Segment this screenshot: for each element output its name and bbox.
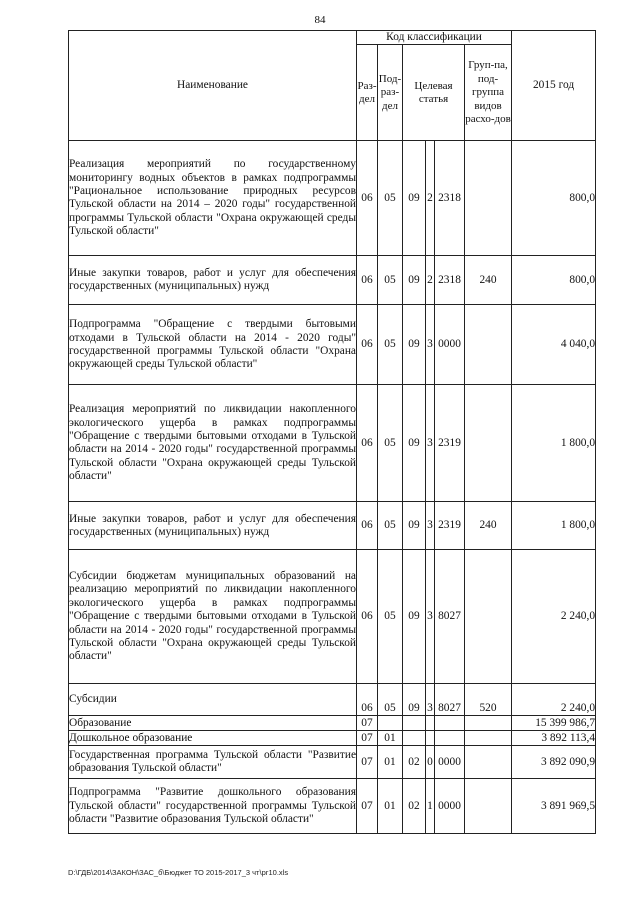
row-razdel: 06 <box>357 305 378 385</box>
row-cs-program: 09 <box>403 141 426 256</box>
row-sum: 2 240,0 <box>512 684 596 716</box>
row-cs-direction: 0000 <box>435 779 465 834</box>
row-name: Государственная программа Тульской области "Развитие образования Тульской области" <box>69 746 357 779</box>
year-column-header: 2015 год <box>512 31 596 141</box>
row-razdel: 07 <box>357 779 378 834</box>
row-cs-direction: 8027 <box>435 684 465 716</box>
row-expense-type <box>465 779 512 834</box>
row-sum: 15 399 986,7 <box>512 716 596 731</box>
row-cs-program: 09 <box>403 684 426 716</box>
row-razdel: 06 <box>357 385 378 502</box>
row-cs-program: 09 <box>403 502 426 550</box>
row-podrazdel: 05 <box>378 550 403 684</box>
row-sum: 3 891 969,5 <box>512 779 596 834</box>
row-podrazdel: 05 <box>378 684 403 716</box>
row-name: Подпрограмма "Обращение с твердыми бытовыми отходами в Тульской области на 2014 - 2020 годы" государственной программы Тульской области "Охрана окружающей среды Тульской области" <box>69 305 357 385</box>
table-row <box>69 684 596 716</box>
budget-table <box>68 30 596 834</box>
row-expense-type <box>465 716 512 731</box>
row-sum: 3 892 090,9 <box>512 746 596 779</box>
row-podrazdel <box>378 716 403 731</box>
row-cs-subprogram: 0 <box>426 746 435 779</box>
table-row <box>69 550 596 684</box>
row-sum: 2 240,0 <box>512 550 596 684</box>
table-row <box>69 779 596 834</box>
row-cs-direction: 2319 <box>435 502 465 550</box>
row-cs-program: 09 <box>403 385 426 502</box>
row-name: Реализация мероприятий по государственному мониторингу водных объектов в рамках подпрограммы "Рациональное использование природных ресурсов Тульской области на 2014 – 2020 годы" государственной программы Тульской области "Охрана окружающей среды Тульской области" <box>69 141 357 256</box>
row-cs-subprogram <box>426 731 435 746</box>
row-name: Дошкольное образование <box>69 731 357 746</box>
row-cs-subprogram <box>426 716 435 731</box>
table-header <box>69 31 596 141</box>
subsection-header: Под-раз-дел <box>378 45 403 141</box>
row-razdel: 06 <box>357 550 378 684</box>
row-expense-type: 240 <box>465 256 512 305</box>
page-number: 84 <box>314 14 326 26</box>
row-razdel: 06 <box>357 684 378 716</box>
row-cs-direction <box>435 716 465 731</box>
row-cs-program <box>403 716 426 731</box>
row-name: Подпрограмма "Развитие дошкольного образования Тульской области" государственной программы Тульской области "Развитие образования Тульской области" <box>69 779 357 834</box>
row-cs-program: 02 <box>403 779 426 834</box>
row-cs-direction: 0000 <box>435 305 465 385</box>
row-sum: 800,0 <box>512 256 596 305</box>
row-expense-type <box>465 305 512 385</box>
row-razdel: 07 <box>357 731 378 746</box>
row-cs-direction: 2318 <box>435 256 465 305</box>
row-podrazdel: 05 <box>378 305 403 385</box>
target-article-header: Целевая статья <box>403 45 465 141</box>
row-cs-program: 09 <box>403 305 426 385</box>
row-name: Субсидии <box>69 684 357 716</box>
name-column-header: Наименование <box>69 31 357 141</box>
row-razdel: 06 <box>357 502 378 550</box>
row-expense-type <box>465 746 512 779</box>
table-body <box>69 141 596 834</box>
row-cs-direction: 2319 <box>435 385 465 502</box>
expense-group-header: Груп-па, под-группа видов расхо-дов <box>465 45 512 141</box>
row-cs-program: 09 <box>403 256 426 305</box>
section-header: Раз-дел <box>357 45 378 141</box>
row-cs-program: 09 <box>403 550 426 684</box>
row-cs-program <box>403 731 426 746</box>
row-podrazdel: 05 <box>378 256 403 305</box>
row-podrazdel: 01 <box>378 779 403 834</box>
row-cs-subprogram: 1 <box>426 779 435 834</box>
row-expense-type <box>465 385 512 502</box>
row-name: Реализация мероприятий по ликвидации накопленного экологического ущерба в рамках подпрограммы "Обращение с твердыми бытовыми отходами в Тульской области на 2014 - 2020 годы" государственной программы Тульской области "Охрана окружающей среды Тульской области" <box>69 385 357 502</box>
row-podrazdel: 05 <box>378 385 403 502</box>
row-podrazdel: 05 <box>378 141 403 256</box>
row-cs-direction: 8027 <box>435 550 465 684</box>
table-row <box>69 385 596 502</box>
classification-header: Код классификации <box>357 31 512 45</box>
row-cs-program: 02 <box>403 746 426 779</box>
row-sum: 1 800,0 <box>512 385 596 502</box>
table-row <box>69 305 596 385</box>
row-razdel: 06 <box>357 141 378 256</box>
row-sum: 800,0 <box>512 141 596 256</box>
table-row <box>69 716 596 731</box>
row-name: Субсидии бюджетам муниципальных образований на реализацию мероприятий по ликвидации накопленного экологического ущерба в рамках подпрограммы "Обращение с твердыми бытовыми отходами в Тульской области на 2014 - 2020 годы" государственной программы Тульской области "Охрана окружающей среды Тульской области" <box>69 550 357 684</box>
row-cs-subprogram: 2 <box>426 256 435 305</box>
row-razdel: 06 <box>357 256 378 305</box>
row-cs-subprogram: 3 <box>426 385 435 502</box>
row-sum: 4 040,0 <box>512 305 596 385</box>
table-row <box>69 746 596 779</box>
row-razdel: 07 <box>357 716 378 731</box>
row-cs-direction: 0000 <box>435 746 465 779</box>
row-name: Иные закупки товаров, работ и услуг для обеспечения государственных (муниципальных) нужд <box>69 502 357 550</box>
row-sum: 1 800,0 <box>512 502 596 550</box>
row-cs-subprogram: 2 <box>426 141 435 256</box>
row-expense-type: 520 <box>465 684 512 716</box>
row-cs-subprogram: 3 <box>426 502 435 550</box>
row-podrazdel: 05 <box>378 502 403 550</box>
row-cs-subprogram: 3 <box>426 305 435 385</box>
row-cs-direction: 2318 <box>435 141 465 256</box>
row-cs-direction <box>435 731 465 746</box>
row-expense-type <box>465 550 512 684</box>
row-podrazdel: 01 <box>378 731 403 746</box>
table-row <box>69 256 596 305</box>
table-row <box>69 502 596 550</box>
row-podrazdel: 01 <box>378 746 403 779</box>
row-cs-subprogram: 3 <box>426 684 435 716</box>
row-cs-subprogram: 3 <box>426 550 435 684</box>
row-expense-type <box>465 731 512 746</box>
row-name: Иные закупки товаров, работ и услуг для обеспечения государственных (муниципальных) нужд <box>69 256 357 305</box>
row-sum: 3 892 113,4 <box>512 731 596 746</box>
row-razdel: 07 <box>357 746 378 779</box>
row-expense-type: 240 <box>465 502 512 550</box>
file-path-footer: D:\ГДБ\2014\ЗАКОН\ЗАС_б\Бюджет ТО 2015-2017_3 чт\рг10.xls <box>68 868 289 877</box>
table-row <box>69 141 596 256</box>
table-row <box>69 731 596 746</box>
row-name: Образование <box>69 716 357 731</box>
row-expense-type <box>465 141 512 256</box>
